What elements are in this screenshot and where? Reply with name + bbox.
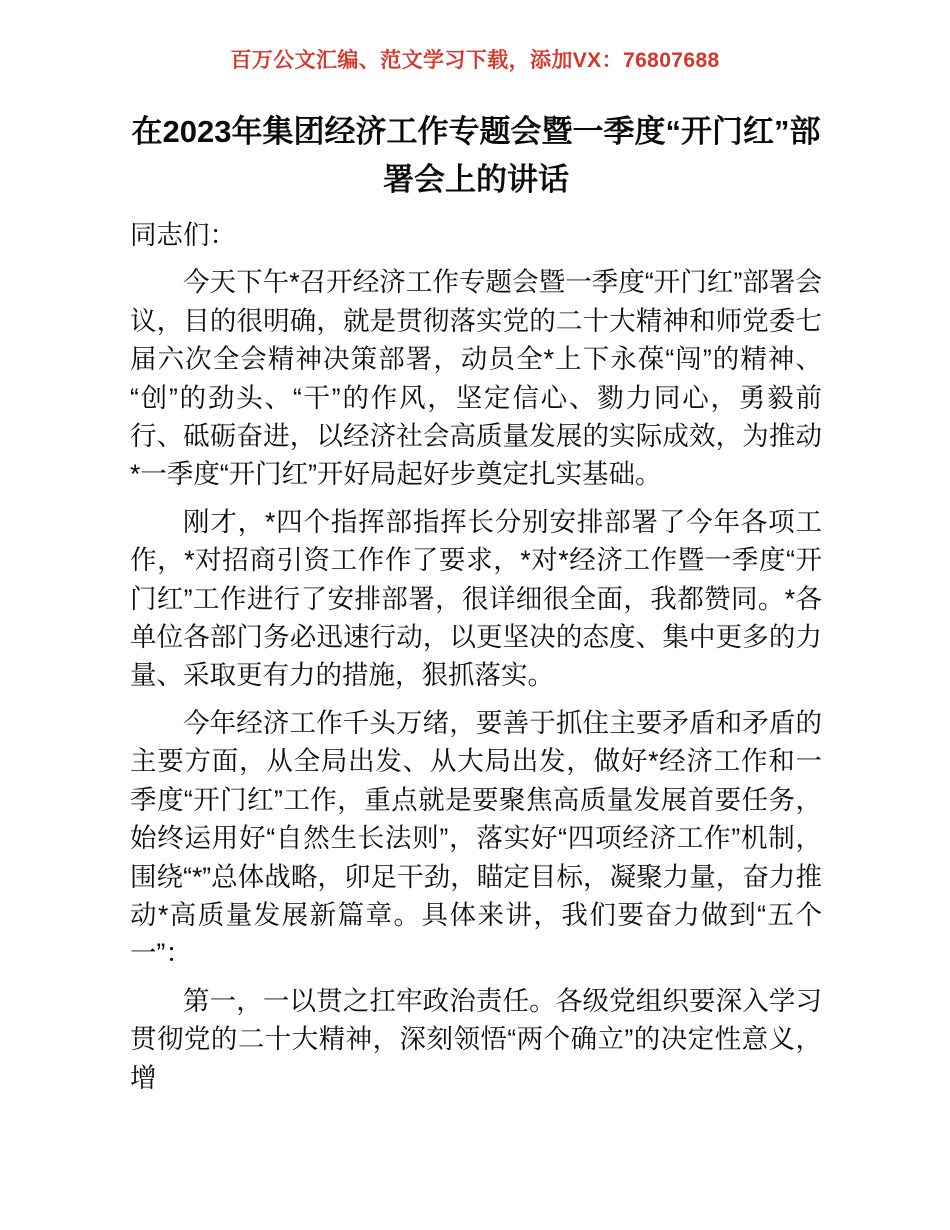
body-paragraph-2: 刚才，*四个指挥部指挥长分别安排部署了今年各项工作，*对招商引资工作作了要求，*对*经济工作暨一季度“开门红”工作进行了安排部署，很详细很全面，我都赞同。*各单位各部门务必迅速行动，以更坚决的态度、集中更多的力量、采取更有力的措施，狠抓落实。 xyxy=(130,506,822,691)
salutation-paragraph: 同志们： xyxy=(130,220,236,250)
paragraph-container xyxy=(130,216,822,1097)
promo-header-banner: 百万公文汇编、范文学习下载，添加VX：76807688 xyxy=(230,49,720,72)
body-paragraph-3: 今年经济工作千头万绪，要善于抓住主要矛盾和矛盾的主要方面，从全局出发、从大局出发，做好*经济工作和一季度“开门红”工作，重点就是要聚焦高质量发展首要任务，始终运用好“自然生长法则”，落实好“四项经济工作”机制，围绕“*”总体战略，卯足干劲，瞄定目标，凝聚力量，奋力推动*高质量发展新篇章。具体来讲，我们要奋力做到“五个一”： xyxy=(130,707,822,969)
body-paragraph-4: 第一，一以贯之扛牢政治责任。各级党组织要深入学习贯彻党的二十大精神，深刻领悟“两个确立”的决定性意义，增 xyxy=(130,985,822,1093)
document-body xyxy=(130,108,822,1097)
document-title: 在2023年集团经济工作专题会暨一季度“开门红”部署会上的讲话 xyxy=(131,114,821,197)
body-paragraph-1: 今天下午*召开经济工作专题会暨一季度“开门红”部署会议，目的很明确，就是贯彻落实党的二十大精神和师党委七届六次全会精神决策部署，动员全*上下永葆“闯”的精神、“创”的劲头、“干”的作风，坚定信心、勠力同心，勇毅前行、砥砺奋进，以经济社会高质量发展的实际成效，为推动*一季度“开门红”开好局起好步奠定扎实基础。 xyxy=(130,267,822,490)
